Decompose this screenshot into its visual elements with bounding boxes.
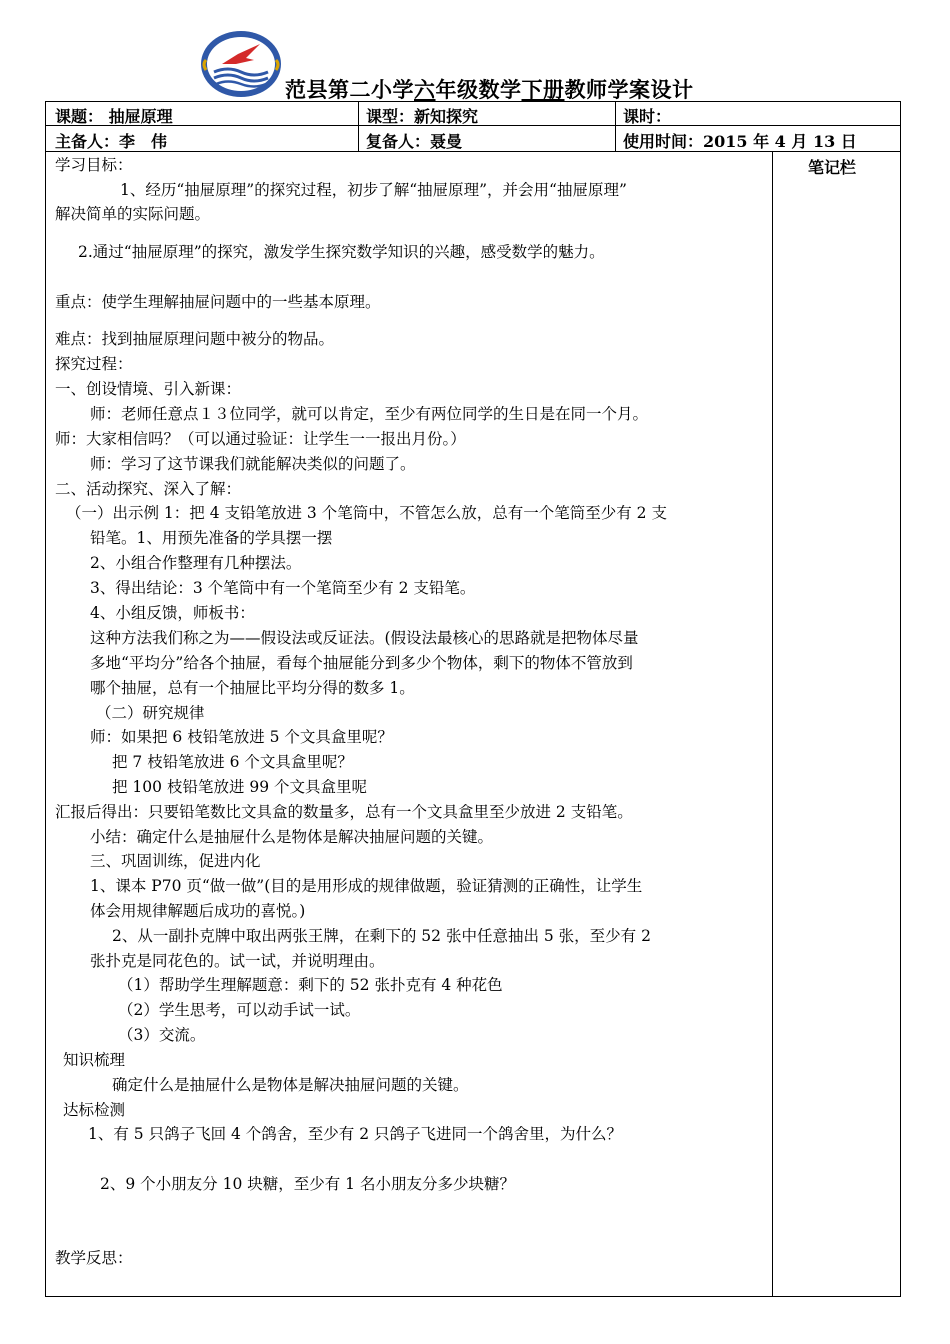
text-line: 2、小组合作整理有几种摆法。 (90, 554, 302, 572)
text-line: 小结：确定什么是抽屉什么是物体是解决抽屉问题的关键。 (90, 828, 494, 846)
text-line: 汇报后得出：只要铅笔数比文具盒的数量多，总有一个文具盒里至少放进 2 支铅笔。 (55, 803, 633, 821)
text-line: 2、从一副扑克牌中取出两张王牌，在剩下的 52 张中任意抽出 5 张，至少有 2 (112, 927, 651, 945)
preparer-cell: 主备人：李 伟 (55, 132, 168, 151)
text-line: 3、得出结论：3 个笔筒中有一个笔筒至少有 2 支铅笔。 (90, 579, 476, 597)
topic-cell: 课题： 抽屉原理 (55, 107, 173, 126)
text-line: 三、巩固训练，促进内化 (90, 852, 261, 870)
text-line: 探究过程： (55, 355, 133, 373)
text-line: （2）学生思考，可以动手试一试。 (118, 1001, 361, 1019)
text-line: 这种方法我们称之为——假设法或反证法。(假设法最核心的思路就是把物体尽量 (90, 629, 639, 647)
table-divider (358, 101, 359, 151)
text-line: 多地“平均分”给各个抽屉，看每个抽屉能分到多少个物体，剩下的物体不管放到 (90, 654, 633, 672)
text-line: 把 7 枝铅笔放进 6 个文具盒里呢？ (112, 753, 353, 771)
text-line: 师：如果把 6 枝铅笔放进 5 个文具盒里呢？ (90, 728, 393, 746)
co-preparer-cell: 复备人：聂曼 (366, 132, 463, 151)
school-logo (200, 30, 282, 98)
page-title: 范县第二小学六年级数学下册教师学案设计 (285, 77, 694, 102)
text-line: （1）帮助学生理解题意：剩下的 52 张扑克有 4 种花色 (118, 976, 503, 994)
text-line: 张扑克是同花色的。试一试，并说明理由。 (90, 952, 385, 970)
text-line: 知识梳理 (63, 1051, 126, 1069)
text-line: 体会用规律解题后成功的喜悦。) (90, 902, 306, 920)
notes-column-label: 笔记栏 (808, 158, 857, 177)
text-line: 二、活动探究、深入了解： (55, 480, 242, 498)
notes-divider (772, 151, 773, 1297)
lesson-type-cell: 课型：新知探究 (366, 107, 479, 126)
text-line: 师：老师任意点１３位同学，就可以肯定，至少有两位同学的生日是在同一个月。 (90, 405, 649, 423)
text-line: 重点：使学生理解抽屉问题中的一些基本原理。 (55, 293, 381, 311)
text-line: 4、小组反馈，师板书： (90, 604, 255, 622)
period-cell: 课时： (623, 107, 672, 126)
text-line: 2、9 个小朋友分 10 块糖，至少有 1 名小朋友分多少块糖？ (100, 1175, 515, 1193)
text-line: 难点：找到抽屉原理问题中被分的物品。 (55, 330, 335, 348)
text-line: 把 100 枝铅笔放进 99 个文具盒里呢 (112, 778, 368, 796)
text-line: 1、有 5 只鸽子飞回 4 个鸽舍，至少有 2 只鸽子飞进同一个鸽舍里，为什么？ (88, 1125, 623, 1143)
text-line: （一）出示例 1：把 4 支铅笔放进 3 个笔筒中，不管怎么放，总有一个笔筒至少有 2 支 (66, 504, 667, 522)
text-line: 解决简单的实际问题。 (55, 205, 211, 223)
text-line: 师：学习了这节课我们就能解决类似的问题了。 (90, 455, 416, 473)
date-cell: 使用时间：2015 年 4 月 13 日 (623, 132, 857, 151)
text-line: 学习目标： (55, 156, 133, 174)
text-line: （二）研究规律 (96, 704, 205, 722)
text-line: 1、课本 P70 页“做一做”(目的是用形成的规律做题，验证猜测的正确性，让学生 (90, 877, 643, 895)
text-line: 一、创设情境、引入新课： (55, 380, 242, 398)
text-line: 铅笔。1、用预先准备的学具摆一摆 (90, 529, 333, 547)
text-line: 1、经历“抽屉原理”的探究过程，初步了解“抽屉原理”，并会用“抽屉原理” (120, 181, 627, 199)
table-divider (615, 101, 616, 151)
text-line: 达标检测 (63, 1101, 126, 1119)
text-line: 确定什么是抽屉什么是物体是解决抽屉问题的关键。 (112, 1076, 469, 1094)
text-line: 2.通过“抽屉原理”的探究，激发学生探究数学知识的兴趣，感受数学的魅力。 (78, 243, 605, 261)
text-line: （3）交流。 (118, 1026, 206, 1044)
text-line: 教学反思： (55, 1249, 133, 1267)
text-line: 哪个抽屉，总有一个抽屉比平均分得的数多 1。 (90, 679, 415, 697)
text-line: 师：大家相信吗？（可以通过验证：让学生一一报出月份。） (55, 430, 466, 448)
